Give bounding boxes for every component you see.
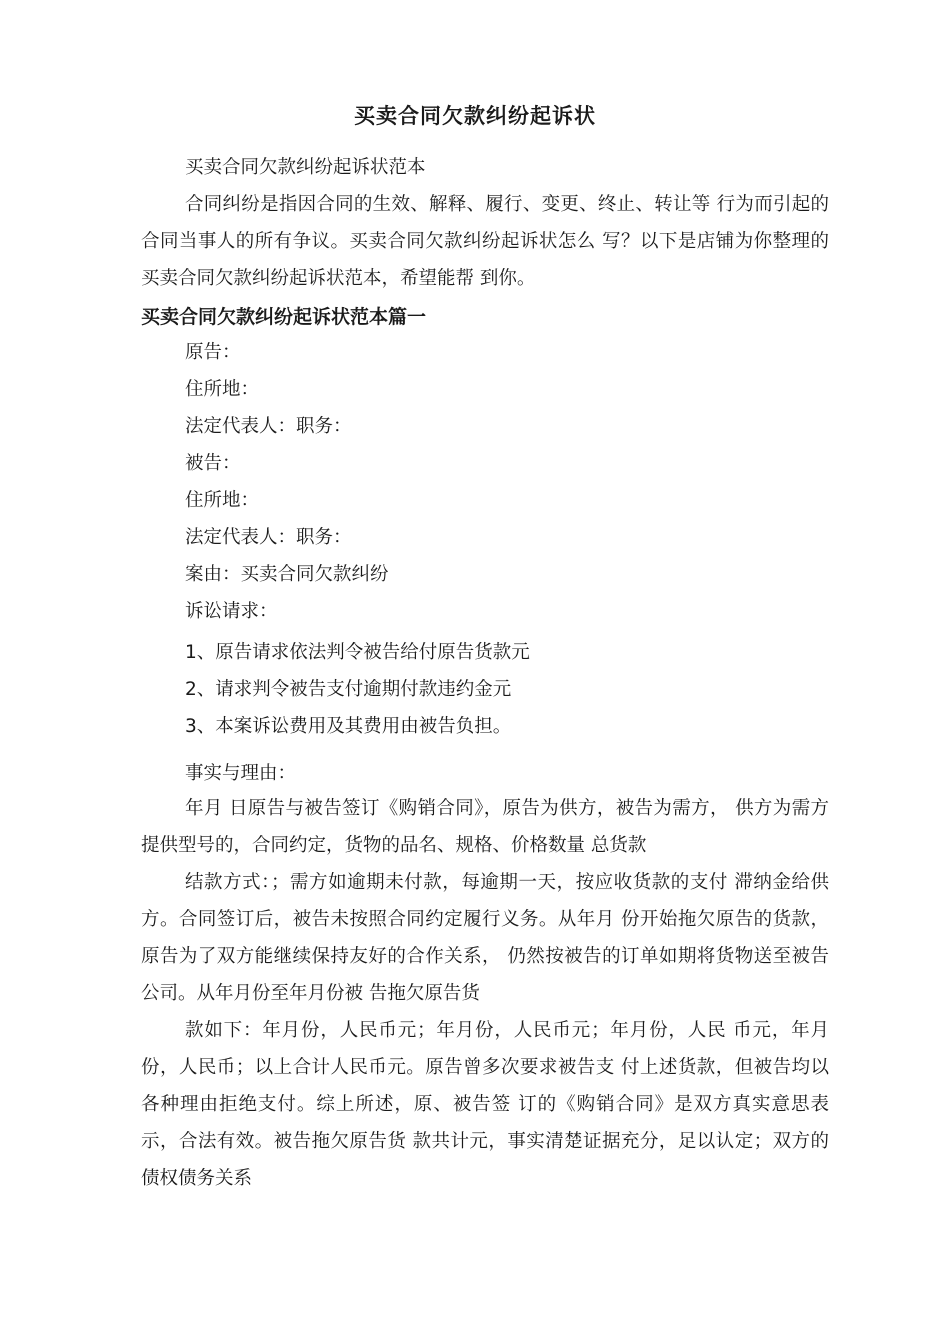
document-subtitle: 买卖合同欠款纠纷起诉状范本 xyxy=(185,157,426,178)
defendant-label: 被告： xyxy=(185,453,241,474)
case-cause: 案由：买卖合同欠款纠纷 xyxy=(185,564,389,585)
plaintiff-address-label: 住所地： xyxy=(185,379,260,400)
plaintiff-label: 原告： xyxy=(185,342,241,363)
facts-label: 事实与理由： xyxy=(185,763,297,784)
facts-paragraph-2: 结款方式：；需方如逾期未付款，每逾期一天，按应收货款的支付 滞纳金给供方。合同签订后，被告未按照合同约定履行义务。从年月 份开始拖欠原告的货款，原告为了双方能继续保持友好的合作关系， 仍然按被告的订单如期将货物送至被告公司。从年月份至年月份被 告拖欠原告货 xyxy=(141,872,829,1004)
claim-item-3: 3、本案诉讼费用及其费用由被告负担。 xyxy=(185,716,512,737)
claims-label: 诉讼请求： xyxy=(185,601,278,622)
facts-paragraph-3: 款如下：年月份，人民币元；年月份，人民币元；年月份，人民 币元，年月份，人民币；以上合计人民币元。原告曾多次要求被告支 付上述货款，但被告均以各种理由拒绝支付。综上所述，原、被告签 订的《购销合同》是双方真实意思表示，合法有效。被告拖欠原告货 款共计元，事实清楚证据充分，足以认定；双方的债权债务关系 xyxy=(141,1020,829,1189)
document-title: 买卖合同欠款纠纷起诉状 xyxy=(354,104,596,128)
facts-paragraph-1: 年月 日原告与被告签订《购销合同》，原告为供方，被告为需方， 供方为需方提供型号的，合同约定，货物的品名、规格、价格数量 总货款 xyxy=(141,798,829,856)
defendant-representative-label: 法定代表人：职务： xyxy=(185,527,352,548)
defendant-address-label: 住所地： xyxy=(185,490,260,511)
claim-item-2: 2、请求判令被告支付逾期付款违约金元 xyxy=(185,679,512,700)
plaintiff-representative-label: 法定代表人：职务： xyxy=(185,416,352,437)
claim-item-1: 1、原告请求依法判令被告给付原告货款元 xyxy=(185,642,530,663)
intro-paragraph: 合同纠纷是指因合同的生效、解释、履行、变更、终止、转让等 行为而引起的合同当事人的所有争议。买卖合同欠款纠纷起诉状怎么 写？以下是店铺为你整理的买卖合同欠款纠纷起诉状范本，希望能帮 到你。 xyxy=(141,194,829,289)
section-heading: 买卖合同欠款纠纷起诉状范本篇一 xyxy=(141,306,427,328)
